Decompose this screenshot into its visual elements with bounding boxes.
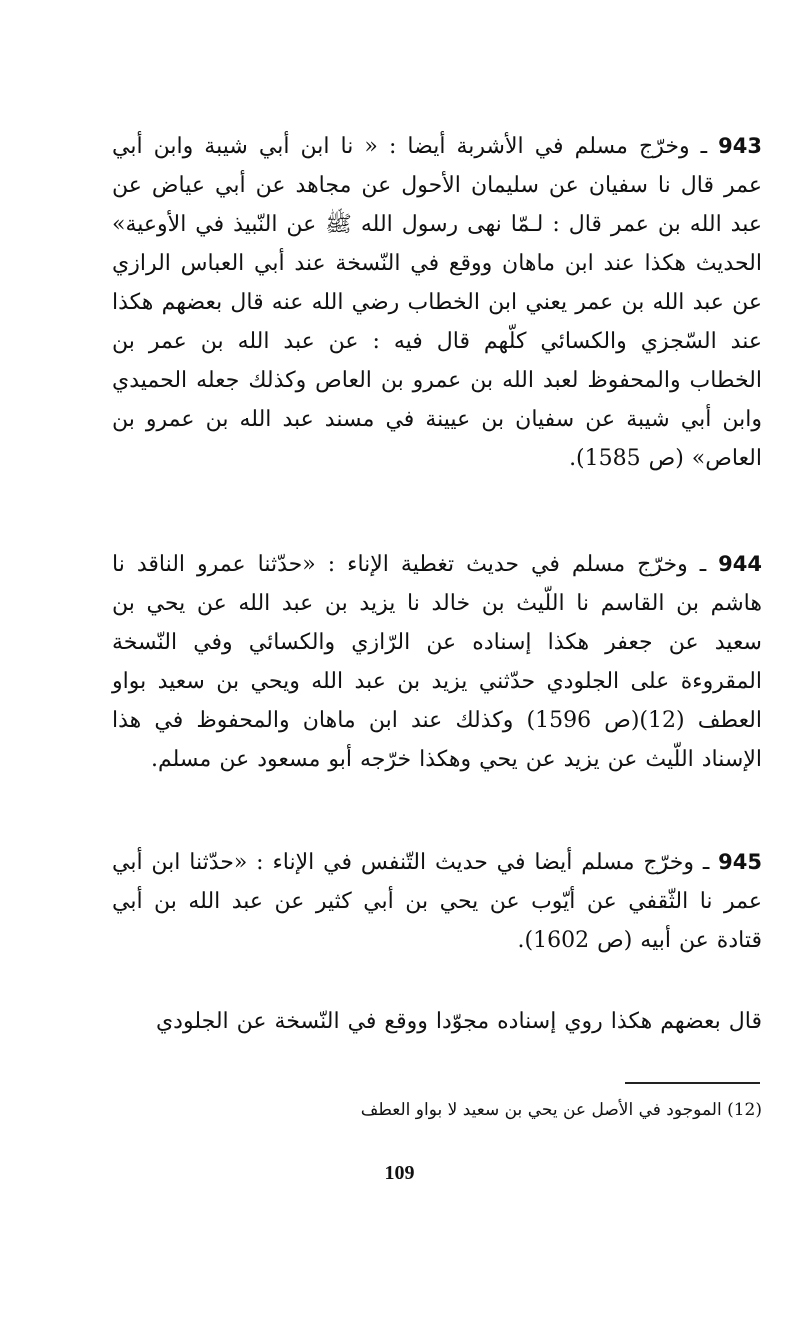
- page-number: 109: [384, 1162, 415, 1184]
- paragraph-number: 944: [718, 552, 762, 576]
- paragraph-text: ـ وخرّج مسلم أيضا في حديث التّنفس في الإناء : «حدّثنا ابن أبي عمر نا الثّقفي عن أيّوب عن يحي بن أبي كثير عن عبد الله بن أبي قتادة عن أبيه (ص 1602).: [112, 850, 762, 953]
- paragraph-text: قال بعضهم هكذا روي إسناده مجوّدا ووقع في النّسخة عن الجلودي: [155, 1009, 762, 1034]
- paragraph-continuation: [112, 1002, 762, 1041]
- paragraph-944: [112, 545, 762, 779]
- footnote-divider: [625, 1082, 760, 1084]
- footnote: (12) الموجود في الأصل عن يحي بن سعيد لا بواو العطف: [360, 1100, 762, 1120]
- paragraph-943: [112, 127, 762, 478]
- paragraph-number: 943: [718, 134, 762, 158]
- paragraph-945: [112, 843, 762, 960]
- paragraph-number: 945: [718, 850, 762, 874]
- paragraph-text: ـ وخرّج مسلم في الأشربة أيضا : « نا ابن أبي شيبة وابن أبي عمر قال نا سفيان عن سليمان الأحول عن مجاهد عن أبي عياض عن عبد الله بن عمر قال : لـمّا نهى رسول الله ﷺ عن النّبيذ في الأوعية» الحديث هكذا عند ابن ماهان ووقع في النّسخة عند أبي العباس الرازي عن عبد الله بن عمر يعني ابن الخطاب رضي الله عنه قال بعضهم هكذا عند السّجزي والكسائي كلّهم قال فيه : عن عبد الله بن عمر بن الخطاب والمحفوظ لعبد الله بن عمرو بن العاص وكذلك جعله الحميدي وابن أبي شيبة عن سفيان بن عيينة في مسند عبد الله بن عمرو بن العاص» (ص 1585).: [112, 134, 762, 471]
- paragraph-text: ـ وخرّج مسلم في حديث تغطية الإناء : «حدّثنا عمرو الناقد نا هاشم بن القاسم نا اللّيث بن خالد نا يزيد بن عبد الله عن يحي بن سعيد عن جعفر هكذا إسناده عن الرّازي والكسائي وفي النّسخة المقروءة على الجلودي حدّثني يزيد بن عبد الله ويحي بن سعيد بواو العطف (12)(ص 1596) وكذلك عند ابن ماهان والمحفوظ في هذا الإسناد اللّيث عن يزيد عن يحي وهكذا خرّجه أبو مسعود عن مسلم.: [112, 552, 762, 772]
